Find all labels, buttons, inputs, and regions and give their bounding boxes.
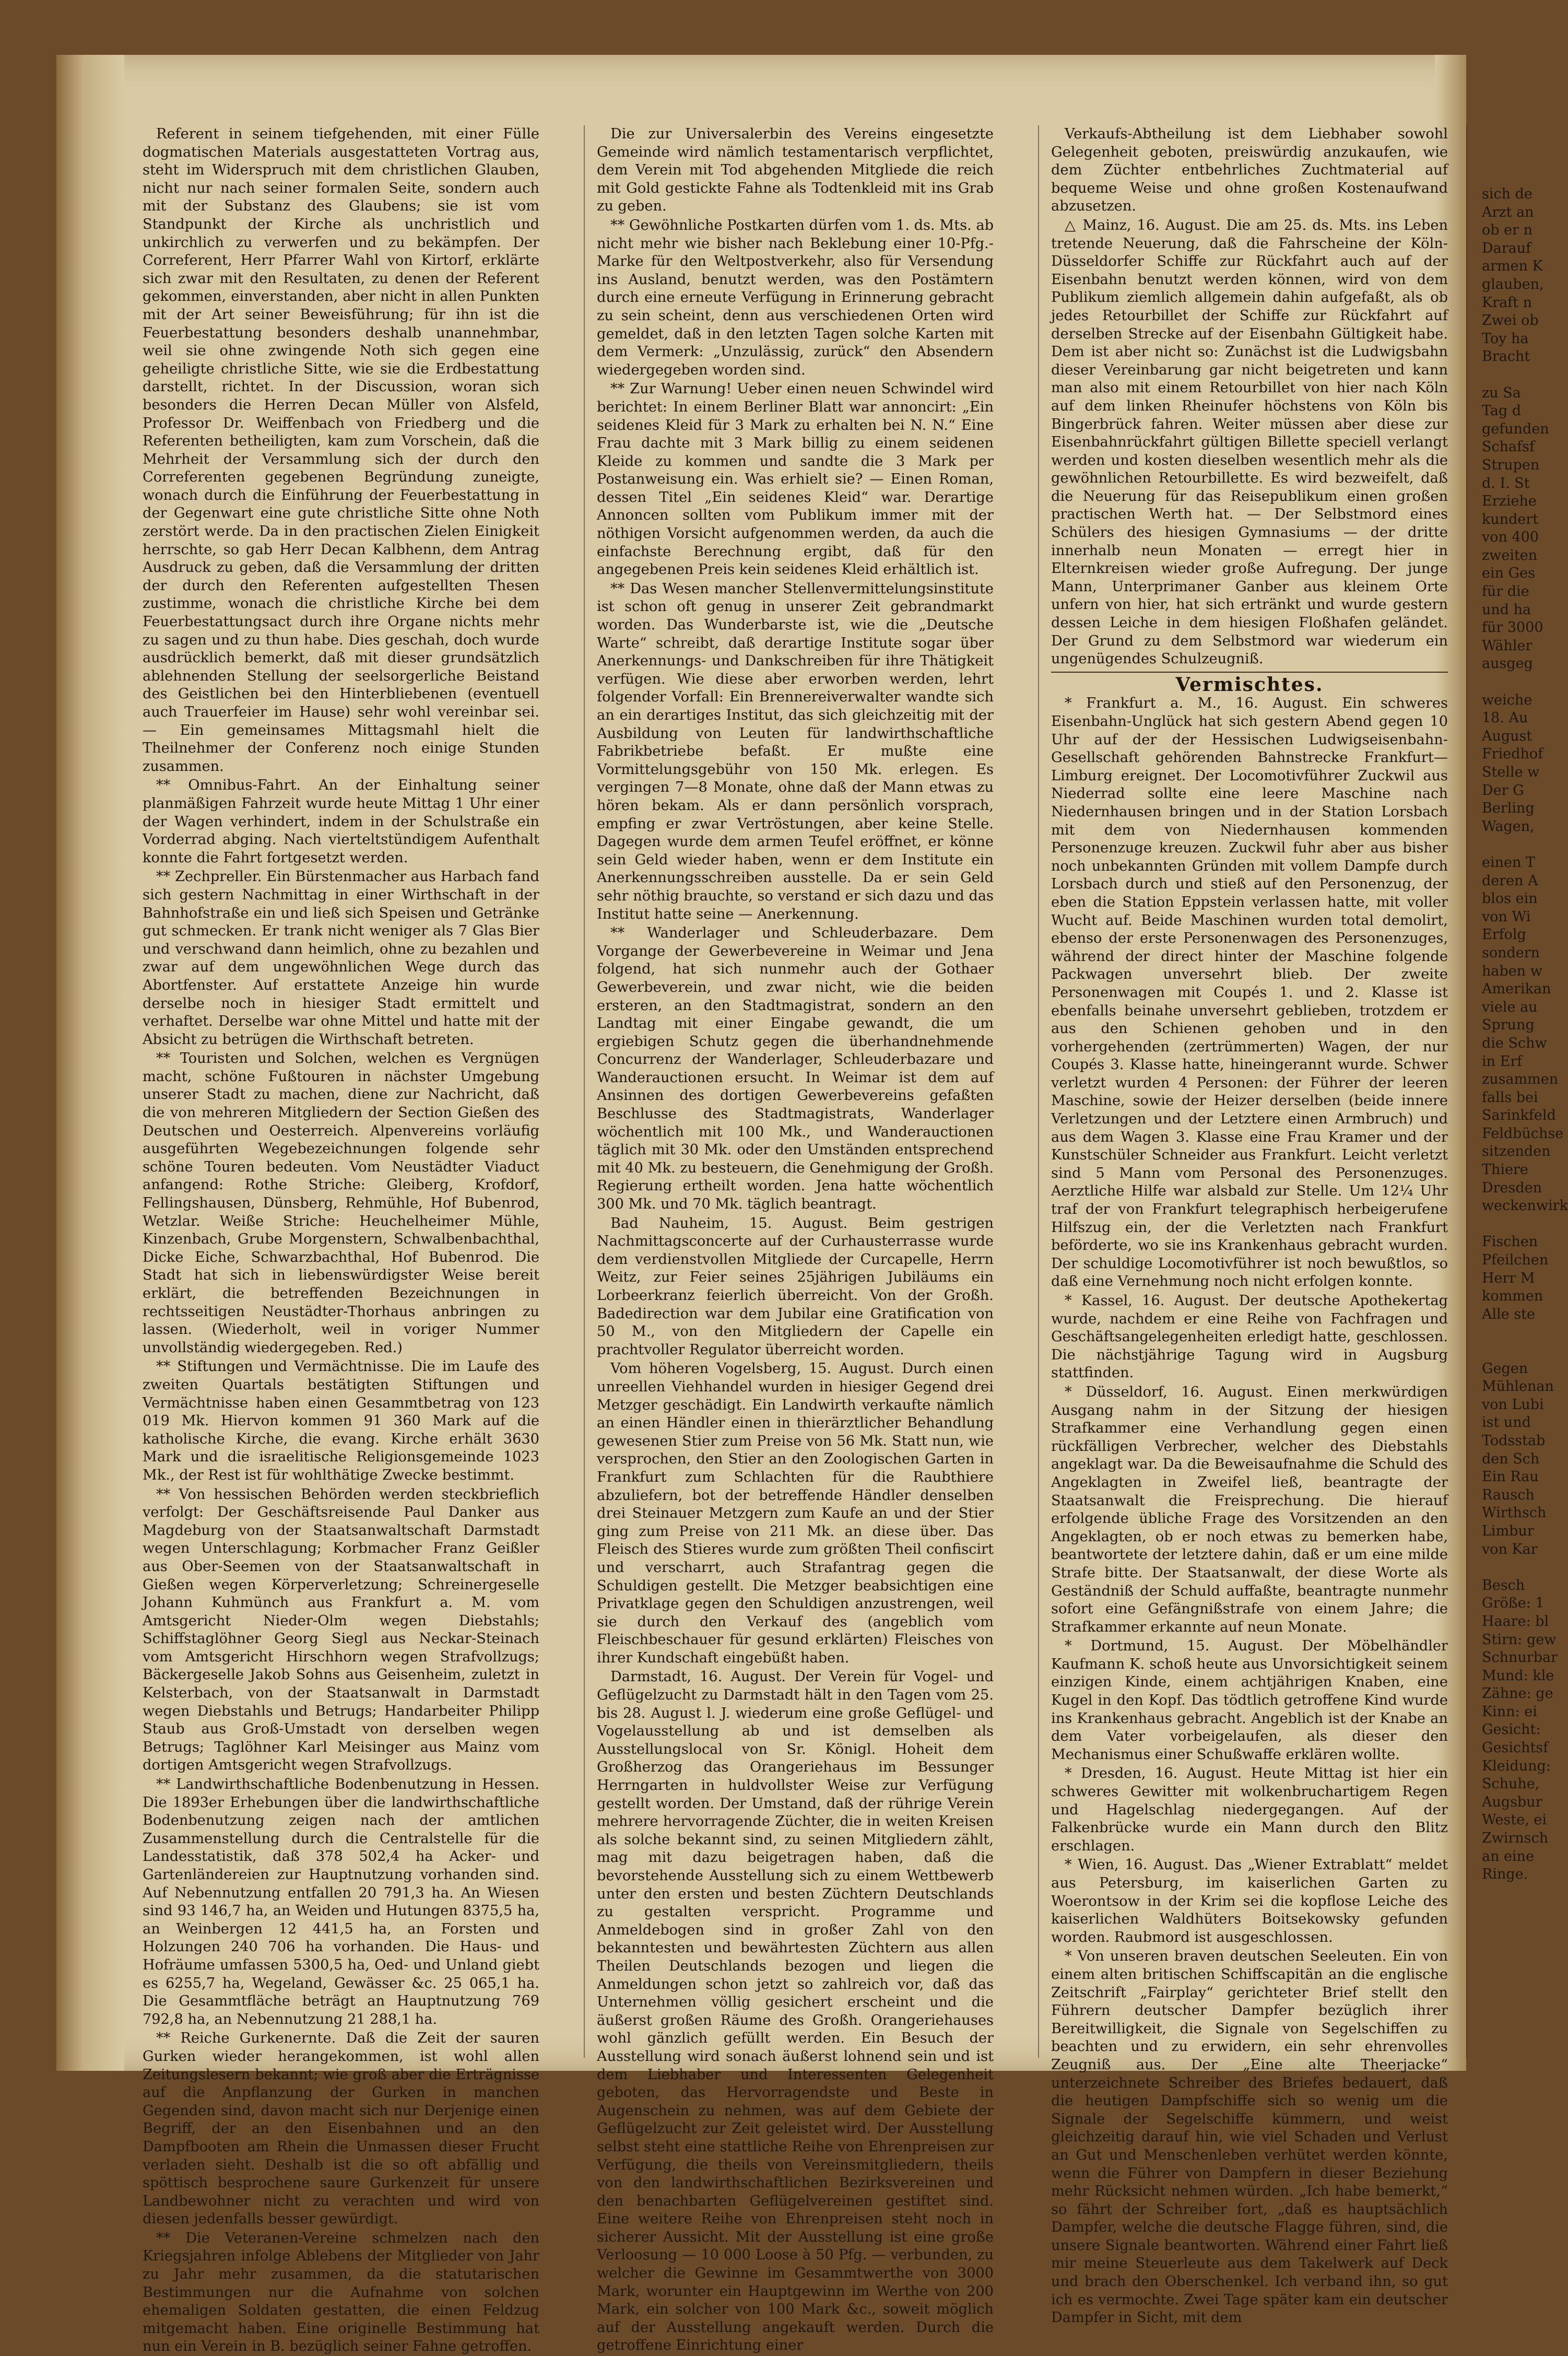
line-fragment [1482, 1558, 1518, 1577]
article-paragraph: Bad Nauheim, 15. August. Beim gestrigen Nachmittagsconcerte auf der Curhausterrasse wurde dem verdienstvollen Mitgliede der Curcapelle, Herrn Weitz, zur Feier seines 25jährigen Jubiläums ein Lorbeerkranz feierlich überreicht. Von der Großh. Badedirection war dem Jubilar eine Gratification von 50 M., von den Mitgliedern der Capelle ein prachtvoller Regulator überreicht worden. [597, 1215, 994, 1358]
line-fragment: Thiere [1482, 1162, 1528, 1178]
line-fragment: Zähne: ge [1482, 1685, 1553, 1702]
article-paragraph: * Dortmund, 15. August. Der Möbelhändler Kaufmann K. schoß heute aus Unvorsichtigkeit seinem einzigen Kinde, einem achtjährigen Knaben, eine Kugel in den Kopf. Das tödtlich getroffene Kind wurde ins Krankenhaus gebracht. Angeblich ist der Knabe an dem Vater vorbeigelaufen, als dieser den Mechanismus einer Schußwaffe erklären wollte. [1051, 1638, 1448, 1763]
line-fragment: sich de [1482, 186, 1532, 202]
line-fragment: Besch [1482, 1577, 1525, 1593]
article-paragraph: ** Omnibus-Fahrt. An der Einhaltung seiner planmäßigen Fahrzeit wurde heute Mittag 1 Uhr einer der Wagen verhindert, indem in der Schulstraße ein Vorderrad abging. Nach vierteltstündigem Aufenthalt konnte die Fahrt fortgesetzt werden. [143, 777, 539, 866]
line-fragment: Schuhe, [1482, 1776, 1540, 1792]
article-paragraph: ** Landwirthschaftliche Bodenbenutzung in Hessen. Die 1893er Erhebungen über die landwirthschaftliche Bodenbenutzung zeigen nach der amtlichen Zusammenstellung durch die Centralstelle für die Landesstatistik, daß 378 502,4 ha Acker- und Gartenländereien zur Hauptnutzung vorhanden sind. Auf Nebennutzung entfallen 20 791,3 ha. An Wiesen sind 93 146,7 ha, an Weiden und Hutungen 8375,5 ha, an Weinbergen 12 441,5 ha, an Forsten und Holzungen 240 706 ha vorhanden. Die Haus- und Hofräume umfassen 5300,5 ha, Oed- und Unland giebt es 6255,7 ha, Wegeland, Gewässer &c. 25 065,1 ha. Die Gesammtfläche beträgt an Hauptnutzung 769 792,8 ha, an Nebennutzung 21 288,1 ha. [143, 1776, 539, 2027]
line-fragment: ein Ges [1482, 565, 1535, 582]
line-fragment: und ha [1482, 601, 1531, 618]
line-fragment: zusammen [1482, 1071, 1559, 1088]
line-fragment: Feldbüchse [1482, 1125, 1564, 1142]
line-fragment: Zwei ob [1482, 312, 1539, 329]
line-fragment [1482, 673, 1518, 691]
article-paragraph: ** Zur Warnung! Ueber einen neuen Schwindel wird berichtet: In einem Berliner Blatt war annoncirt: „Ein seidenes Kleid für 3 Mark zu erhalten bei N. N.“ Eine Frau dachte mit 3 Mark billig zu einem seidenen Kleide zu kommen und sandte die 3 Mark per Postanweisung ein. Was erhielt sie? — Einen Roman, dessen Titel „Ein seidenes Kleid“ war. Derartige Annoncen sollten vom Publikum immer mit der nöthigen Vorsicht aufgenommen werden, da auch die einfachste Berechnung ergibt, daß für den angegebenen Preis kein seidenes Kleid erhältlich ist. [597, 381, 994, 578]
line-fragment: Mühlenan [1482, 1378, 1554, 1395]
line-fragment: ob er n [1482, 222, 1532, 239]
line-fragment: Wagen, [1482, 818, 1535, 835]
line-fragment: Bracht [1482, 348, 1530, 365]
line-fragment: Gesicht: [1482, 1721, 1541, 1738]
line-fragment [1482, 366, 1518, 384]
line-fragment: Todsstab [1482, 1432, 1546, 1449]
line-fragment: Weste, ei [1482, 1812, 1547, 1828]
article-paragraph: * Düsseldorf, 16. August. Einen merkwürdigen Ausgang nahm in der Sitzung der hiesigen Strafkammer eine Verhandlung gegen einen rückfälligen Verbrecher, welcher des Diebstahls angeklagt war. Da die Beweisaufnahme die Schuld des Angeklagten in Zweifel ließ, beantragte der Staatsanwalt die Freisprechung. Die hierauf erfolgende übliche Frage des Vorsitzenden an den Angeklagten, ob er noch etwas zu bemerken habe, beantwortete der letztere dahin, daß er um eine milde Strafe bitte. Der Staatsanwalt, der diese Worte als Geständniß der Schuld auffaßte, beantragte nunmehr sofort eine Gefängnißstrafe von einem Jahre; die Strafkammer erkannte auf neun Monate. [1051, 1384, 1448, 1635]
column-1 [143, 125, 539, 2355]
line-fragment: ausgeg [1482, 655, 1533, 672]
line-fragment: von Wi [1482, 908, 1531, 925]
line-fragment: weiche [1482, 691, 1532, 708]
article-paragraph: ** Reiche Gurkenernte. Daß die Zeit der sauren Gurken wieder herangekommen, ist wohl allen Zeitungslesern bekannt; wie groß aber die Erträgnisse auf die Anpflanzung der Gurken in manchen Gegenden sind, davon macht sich nur Derjenige einen Begriff, der an den Eisenbahnen und an den Dampfbooten am Rhein die Unmassen dieser Frucht verladen sieht. Deshalb ist die so oft abfällig und spöttisch besprochene saure Gurkenzeit für unsere Landbewohner nicht zu verachten und wird von diesen jedenfalls besser gewürdigt. [143, 2030, 539, 2228]
line-fragment: den Sch [1482, 1450, 1540, 1467]
line-fragment: Fischen [1482, 1234, 1538, 1250]
line-fragment: Kraft n [1482, 294, 1532, 311]
line-fragment: Größe: 1 [1482, 1595, 1545, 1612]
article-paragraph: Vom höheren Vogelsberg, 15. August. Durch einen unreellen Viehhandel wurden in hiesiger Gegend drei Metzger geschädigt. Ein Landwirth verkaufte nämlich an einen Händler einen in thierärztlicher Behandlung gewesenen Stier zum Preise von 56 Mk. Statt nun, wie versprochen, den Stier an den Zoologischen Garten in Frankfurt zum Schlachten für die Raubthiere abzuliefern, bot der betreffende Händler denselben drei Steinauer Metzgern zum Kaufe an und der Stier ging zum Preise von 211 Mk. an diese über. Das Fleisch des Stieres wurde zum größten Theil confiscirt und verscharrt, auch Strafantrag gegen die Schuldigen gestellt. Die Metzger beabsichtigen eine Privatklage gegen den Schuldigen anzustrengen, weil sie durch den Verkauf des (angeblich vom Fleischbeschauer für gesund erklärten) Fleisches von ihrer Kundschaft eingebüßt haben. [597, 1361, 994, 1666]
line-fragment: Haare: bl [1482, 1613, 1549, 1630]
line-fragment: Wähler [1482, 637, 1532, 654]
line-fragment: zu Sa [1482, 384, 1521, 401]
article-paragraph: ** Zechpreller. Ein Bürstenmacher aus Harbach fand sich gestern Nachmittag in einer Wirthschaft in der Bahnhofstraße ein und ließ sich Speisen und Getränke gut schmecken. Er trank nicht weniger als 7 Glas Bier und verschwand dann heimlich, ohne zu bezahlen und zwar auf dem ungewöhnlichen Wege durch das Abortfenster. Auf erstattete Anzeige hin wurde derselbe noch in hiesiger Stadt ermittelt und verhaftet. Derselbe war ohne Mittel und hatte mit der Absicht zu betrügen die Wirthschaft betreten. [143, 869, 539, 1048]
section-divider [1051, 672, 1448, 673]
column-rule [1038, 125, 1039, 2058]
column-3 [1051, 125, 1448, 2326]
article-paragraph: * Wien, 16. August. Das „Wiener Extrablatt“ meldet aus Petersburg, im kaiserlichen Garten zu Woerontsow in der Krim sei die kopflose Leiche des kaiserlichen Waldhüters Boitsekowsky gefunden worden. Raubmord ist ausgeschlossen. [1051, 1857, 1448, 1945]
line-fragment: Stelle w [1482, 764, 1540, 780]
line-fragment: armen K [1482, 258, 1543, 275]
line-fragment: Alle ste [1482, 1306, 1536, 1322]
section-heading: Vermischtes. [1175, 673, 1324, 696]
line-fragment: haben w [1482, 963, 1542, 979]
line-fragment: d. I. St [1482, 475, 1530, 491]
article-paragraph: Darmstadt, 16. August. Der Verein für Vogel- und Geflügelzucht zu Darmstadt hält in den Tagen vom 25. bis 28. August l. J. wiederum eine große Geflügel- und Vogelausstellung ab und ist demselben als Ausstellungslocal von Sr. Königl. Hoheit dem Großherzog das Orangeriehaus im Bessunger Herrngarten in huldvollster Weise zur Verfügung gestellt worden. Der Umstand, daß der rührige Verein mehrere hervorragende Züchter, die in weiten Kreisen als solche bekannt sind, zu seinen Mitgliedern zählt, mag mit dazu beigetragen haben, daß die bevorstehende Ausstellung sich zu einem Wettbewerb unter den ersten und besten Züchtern Deutschlands zu gestalten verspricht. Programme und Anmeldebogen sind in großer Zahl von den bekanntesten und bewährtesten Züchtern aus allen Theilen Deutschlands bezogen und liegen die Anmeldungen schon jetzt so zahlreich vor, daß das Unternehmen völlig gesichert erscheint und die äußerst großen Räume des Großh. Orangeriehauses wohl gänzlich gefüllt werden. Ein Besuch der Ausstellung wird sonach äußerst lohnend sein und ist dem Liebhaber und Interessenten Gelegenheit geboten, das Hervorragendste und Beste in Augenschein zu nehmen, was auf dem Gebiete der Geflügelzucht zur Zeit geleistet wird. Der Ausstellung selbst steht eine stattliche Reihe von Ehrenpreisen zur Verfügung, die theils von Vereinsmitgliedern, theils von den landwirthschaftlichen Bezirksvereinen und den benachbarten Geflügelvereinen gestiftet sind. Eine weitere Reihe von Ehrenpreisen steht noch in sicherer Aussicht. Mit der Ausstellung ist eine große Verloosung — 10 000 Loose à 50 Pfg. — verbunden, zu welcher die Gewinne im Gesammtwerthe von 3000 Mark, worunter ein Hauptgewinn im Werthe von 200 Mark, ein solcher von 100 Mark &c., soweit möglich auf der Ausstellung angekauft werden. Durch die getroffene Einrichtung einer [597, 1669, 994, 2354]
line-fragment: August [1482, 728, 1532, 744]
article-paragraph: ** Von hessischen Behörden werden steckbrieflich verfolgt: Der Geschäftsreisende Paul Danker aus Magdeburg von der Staatsanwaltschaft Darmstadt wegen Unterschlagung; Korbmacher Franz Geißler aus Ober-Seemen von der Staatsanwaltschaft in Gießen wegen Körperverletzung; Schreinergeselle Johann Kuhmünch aus Frankfurt a. M. vom Amtsgericht Nieder-Olm wegen Diebstahls; Schiffstaglöhner Georg Siegl aus Neckar-Steinach vom Amtsgericht Hirschhorn wegen Strafvollzugs; Bäckergeselle Jakob Sohns aus Geisenheim, zuletzt in Kelsterbach, von der Staatsanwalt in Darmstadt wegen Diebstahls und Betrugs; Handarbeiter Philipp Staub aus Groß-Umstadt von derselben wegen Betrugs; Taglöhner Karl Meisinger aus Mainz vom dortigen Amtsgericht wegen Strafvollzugs. [143, 1486, 539, 1774]
line-fragment: Tag d [1482, 403, 1522, 419]
line-fragment: Schnurbar [1482, 1649, 1558, 1666]
line-fragment [1482, 1323, 1518, 1342]
line-fragment: Erziehe [1482, 493, 1537, 510]
line-fragment: von Lubi [1482, 1396, 1544, 1413]
line-fragment: Friedhof [1482, 746, 1543, 763]
article-paragraph: ** Touristen und Solchen, welchen es Vergnügen macht, schöne Fußtouren in nächster Umgebung unserer Stadt zu machen, diene zur Nachricht, daß die von mehreren Mitgliedern der Section Gießen des Deutschen und Oesterreich. Alpenvereins vorläufig ausgeführten Wegebezeichnungen folgende sehr schöne Touren bedeuten. Vom Neustädter Viaduct anfangend: Rothe Striche: Gleiberg, Krofdorf, Fellingshausen, Dünsberg, Rehmühle, Hof Bubenrod, Wetzlar. Weiße Striche: Heuchelheimer Mühle, Kinzenbach, Grube Morgenstern, Schwalbenbachthal, Dicke Eiche, Schwarzbachthal, Hof Bubenrod. Die Stadt hat sich in liebenswürdigster Weise bereit erklärt, die betreffenden Bezeichnungen in rechtsseitigen Neustädter-Thorhaus anbringen zu lassen. (Wiederholt, weil in voriger Nummer unvollständig wiedergegeben. Red.) [143, 1050, 539, 1356]
line-fragment: Augsbur [1482, 1794, 1542, 1810]
line-fragment: deren A [1482, 872, 1538, 889]
newspaper-page [56, 55, 1568, 2355]
line-fragment: Limbur [1482, 1522, 1534, 1539]
line-fragment: Der G [1482, 782, 1524, 799]
line-fragment: Toy ha [1482, 330, 1529, 347]
line-fragment: zweiten [1482, 547, 1538, 564]
line-fragment: Darauf [1482, 240, 1531, 256]
line-fragment: blos ein [1482, 890, 1538, 907]
line-fragment: Arzt an [1482, 204, 1534, 220]
line-fragment [1482, 1342, 1518, 1360]
line-fragment: Sarinkfeld [1482, 1107, 1556, 1124]
line-fragment: einen T [1482, 854, 1535, 871]
article-paragraph: △ Mainz, 16. August. Die am 25. ds. Mts. ins Leben tretende Neuerung, daß die Fahrscheine der Köln-Düsseldorfer Schiffe zur Rückfahrt auch auf der Eisenbahn benutzt werden können, wird von dem Publikum ziemlich allgemein dahin aufgefaßt, als ob jedes Retourbillet der Schiffe zur Rückfahrt auf derselben Strecke auf der Eisenbahn Gültigkeit habe. Dem ist aber nicht so: Zunächst ist die Ludwigsbahn dieser Vereinbarung gar nicht beigetreten und kann man also mit einem Retourbillet von hier nach Köln auf dem linken Rheinufer höchstens von Köln bis Bingerbrück fahren. Weiter müssen aber diese zur Eisenbahnrückfahrt gültigen Billette speciell verlangt werden und kosten dieselben wesentlich mehr als die gewöhnlichen Retourbillette. Es wird bezweifelt, daß die Neuerung für das Reisepublikum einen großen practischen Werth hat. — Der Selbstmord eines Schülers des hiesigen Gymnasiums — der dritte innerhalb neun Monaten — erregt hier in Elternkreisen wieder große Aufregung. Der junge Mann, Unterprimaner Ganber aus kleinem Orte unfern von hier, hat sich ertränkt und wurde gestern dessen Leiche in dem hiesigen Floßhafen geländet. Der Grund zu dem Selbstmord war wiederum ein ungenügendes Schulzeugniß. [1051, 217, 1448, 667]
line-fragment: Erfolg [1482, 927, 1526, 943]
line-fragment: für 3000 [1482, 619, 1543, 636]
line-fragment: gefunden [1482, 420, 1549, 437]
article-paragraph: * Frankfurt a. M., 16. August. Ein schweres Eisenbahn-Unglück hat sich gestern Abend gegen 10 Uhr auf der der Hessischen Ludwigseisenbahn-Gesellschaft gehörenden Bahnstrecke Frankfurt—Limburg ereignet. Der Locomotivführer Zuckwil aus Niederrad sollte eine leere Maschine nach Niedernhausen bringen und in der Station Lorsbach mit dem von Niedernhausen kommenden Personenzuge kreuzen. Zuckwil fuhr aber aus bisher noch unbekannten Gründen mit vollem Dampfe durch Lorsbach durch und stieß auf den Personenzug, der eben die Station Eppstein verlassen hatte, mit voller Wucht auf. Beide Maschinen wurden total demolirt, ebenso der erste Personenwagen des Personenzuges, während der direct hinter der Maschine folgende Packwagen unversehrt blieb. Der zweite Personenwagen mit Coupés 1. und 2. Klasse ist ebenfalls beinahe unversehrt geblieben, trotzdem er aus den Schienen gehoben und in den vorhergehenden (zertrümmerten) Wagen, der nur Coupés 3. Klasse hatte, hineingerannt wurde. Schwer verletzt wurden 4 Personen: der Führer der leeren Maschine, sowie der Heizer derselben (beide innere Verletzungen und der Letztere einen Armbruch) und aus dem Wagen 3. Klasse eine Frau Kramer und der Kunstschüler Schneider aus Frankfurt. Leicht verletzt sind 5 Mann vom Personal des Personenzuges. Aerztliche Hilfe war alsbald zur Stelle. Um 12¼ Uhr traf der von Frankfurt telegraphisch herbeigerufene Hilfszug ein, der die Verletzten nach Frankfurt beförderte, wo sie ins Krankenhaus gebracht wurden. Der schuldige Locomotivführer ist noch bewußtlos, so daß eine Vernehmung noch nicht erfolgen konnte. [1051, 695, 1448, 1290]
line-fragment: die Schw [1482, 1035, 1547, 1051]
column-2 [597, 125, 994, 2354]
article-paragraph: ** Die Veteranen-Vereine schmelzen nach den Kriegsjahren infolge Ablebens der Mitglieder von Jahr zu Jahr mehr zusammen, da die statutarischen Bestimmungen nur die Aufnahme von solchen ehemaligen Soldaten gestatten, die einen Feldzug mitgemacht haben. Eine originelle Bestimmung hat nun ein Verein in B. bezüglich seiner Fahne getroffen. [143, 2230, 539, 2355]
article-paragraph: Verkaufs-Abtheilung ist dem Liebhaber sowohl Gelegenheit geboten, preiswürdig anzukaufen, wie dem Züchter entbehrliches Zuchtmaterial auf bequeme Weise und ohne großen Kostenaufwand abzusetzen. [1051, 126, 1448, 215]
line-fragment: Kleidung: [1482, 1757, 1551, 1774]
line-fragment [1482, 1215, 1518, 1234]
line-fragment: ist und [1482, 1414, 1531, 1431]
article-paragraph: Referent in seinem tiefgehenden, mit einer Fülle dogmatischen Materials ausgestatteten Vortrag aus, steht im Widerspruch mit dem christlichen Glauben, nicht nur nach seiner formalen Seite, sondern auch mit der Substanz des Glaubens; sie ist vom Standpunkt der Kirche als unchristlich und unkirchlich zu verwerfen und zu bekämpfen. Der Correferent, Herr Pfarrer Wahl von Kirtorf, erklärte sich zwar mit den Resultaten, zu denen der Referent gekommen, einverstanden, aber nicht in allen Punkten mit der Art seiner Beweisführung; für ihn ist die Feuerbestattung besonders deshalb unannehmbar, weil sie ohne zwingende Noth sich gegen eine geheiligte christliche Sitte, wie sie die Erdbestattung darstellt, richtet. In der Discussion, woran sich besonders die Herren Decan Müller von Alsfeld, Professor Dr. Weiffenbach von Friedberg und die Referenten betheiligten, kam zum Vorschein, daß die Mehrheit der Versammlung sich der durch den Correferenten gegebenen Begründung zuneigte, wonach durch die Einführung der Feuerbestattung in der Gegenwart eine gute christliche Sitte ohne Noth zerstört werde. Da in den practischen Zielen Einigkeit herrschte, so gab Herr Decan Kalbhenn, dem Antrag Ausdruck zu geben, daß die Versammlung der dritten der durch den Referenten aufgestellten Thesen zustimme, wonach die christliche Kirche bei dem Feuerbestattungsact durch ihre Organe nichts mehr zu sagen und zu thun habe. Dies geschah, doch wurde ausdrücklich bemerkt, daß mit dieser grundsätzlich ablehnenden Stellung der seelsorgerliche Beistand des Geistlichen bei den Hinterbliebenen (eventuell auch Trauerfeier im Hause) sehr wohl vereinbar sei. — Ein gemeinsames Mittagsmahl hielt die Theilnehmer der Conferenz noch einige Stunden zusammen. [143, 126, 539, 775]
line-fragment: Ringe. [1482, 1866, 1528, 1883]
line-fragment: sitzenden [1482, 1143, 1551, 1160]
line-fragment: weckenwirk [1482, 1198, 1568, 1214]
line-fragment: für die [1482, 583, 1529, 600]
line-fragment: sondern [1482, 944, 1540, 961]
line-fragment: Gegen [1482, 1360, 1528, 1377]
line-fragment: Strupen [1482, 456, 1540, 473]
line-fragment: Wirthsch [1482, 1505, 1547, 1521]
line-fragment: glauben, [1482, 276, 1544, 292]
article-paragraph: * Kassel, 16. August. Der deutsche Apothekertag wurde, nachdem er eine Reihe von Fachfragen und Geschäftsangelegenheiten erledigt hatte, geschlossen. Die nächstjährige Tagung wird in Augsburg stattfinden. [1051, 1293, 1448, 1381]
line-fragment: Berling [1482, 800, 1535, 817]
line-fragment: kommen [1482, 1288, 1543, 1305]
article-paragraph: ** Wanderlager und Schleuderbazare. Dem Vorgange der Gewerbevereine in Weimar und Jena folgend, hat sich nunmehr auch der Gothaer Gewerbeverein, und zwar nicht, wie die beiden ersteren, an den Stadtmagistrat, sondern an den Landtag mit einer Eingabe gewandt, die um ergiebigen Schutz gegen die überhandnehmende Concurrenz der Wanderlager, Schleuderbazare und Wanderauctionen ersucht. In Weimar ist dem auf Ansinnen des dortigen Gewerbevereins gefaßten Beschlusse des Stadtmagistrats, Wanderlager wöchentlich mit 100 Mk., und Wanderauctionen täglich mit 30 Mk. oder den Umständen entsprechend mit 40 Mk. zu besteuern, die Genehmigung der Großh. Regierung ertheilt worden. Jena hatte wöchentlich 300 Mk. und 70 Mk. täglich beantragt. [597, 925, 994, 1213]
column-rule [584, 125, 585, 2058]
line-fragment: Kinn: ei [1482, 1703, 1537, 1720]
line-fragment: Sprung [1482, 1017, 1535, 1034]
line-fragment [1482, 836, 1518, 854]
article-paragraph: Die zur Universalerbin des Vereins eingesetzte Gemeinde wird nämlich testamentarisch verpflichtet, dem Verein mit Tod abgehenden Mitgliede die reich mit Gold gestickte Fahne als Todtenkleid mit ins Grab zu geben. [597, 126, 994, 215]
line-fragment: falls bei [1482, 1089, 1538, 1106]
line-fragment: Pfeilchen [1482, 1252, 1549, 1269]
line-fragment: von Kar [1482, 1541, 1538, 1557]
line-fragment: Mund: kle [1482, 1667, 1554, 1684]
column-4-fragments [1482, 185, 1568, 2013]
column-rule [1466, 125, 1467, 2058]
article-paragraph: ** Das Wesen mancher Stellenvermittelungsinstitute ist schon oft genug in unserer Zeit gebrandmarkt worden. Das Wunderbarste ist, wie die „Deutsche Warte“ schreibt, daß derartige Institute sogar über Anerkennungs- und Dankschreiben für ihre Thätigkeit verfügen. Wie diese aber erworben werden, lehrt folgender Vorfall: Ein Brennereiverwalter wandte sich an ein derartiges Institut, das sich gleichzeitig mit der Ausbildung von Leuten für landwirthschaftliche Fabrikbetriebe befaßt. Er mußte eine Vormittelungsgebühr von 150 Mk. erlegen. Es vergingen 7—8 Monate, ohne daß der Mann etwas zu hören bekam. Als er dann persönlich vorsprach, empfing er zwar Vertröstungen, aber keine Stelle. Dagegen wurde dem armen Teufel eröffnet, er könne sein Geld wieder haben, wenn er dem Institute ein Anerkennungsschreiben ausstelle. Da er sein Geld sehr nöthig brauchte, so verstand er sich dazu und das Institut hatte seine — Anerkennung. [597, 580, 994, 922]
line-fragment: von 400 [1482, 529, 1539, 546]
line-fragment: Gesichtsf [1482, 1740, 1549, 1756]
line-fragment: Herr M [1482, 1270, 1535, 1286]
line-fragment: Zwirnsch [1482, 1830, 1549, 1847]
article-paragraph: ** Gewöhnliche Postkarten dürfen vom 1. ds. Mts. ab nicht mehr wie bisher nach Beklebung einer 10-Pfg.-Marke für den Weltpostverkehr, also für Versendung ins Ausland, benutzt werden, was den Postämtern durch eine erneute Verfügung in Erinnerung gebracht zu sein scheint, denn aus verschiedenen Orten wird gemeldet, daß in den letzten Tagen solche Karten mit dem Vermerk: „Unzulässig, zurück“ den Absendern wiedergegeben worden sind. [597, 217, 994, 378]
article-paragraph: * Dresden, 16. August. Heute Mittag ist hier ein schweres Gewitter mit wolkenbruchartigem Regen und Hagelschlag niedergegangen. Auf der Falkenbrücke wurde ein Mann durch den Blitz erschlagen. [1051, 1765, 1448, 1854]
line-fragment: viele au [1482, 999, 1538, 1015]
binding-gutter [56, 55, 124, 2071]
line-fragment: Schafsf [1482, 439, 1535, 455]
line-fragment: Dresden [1482, 1179, 1542, 1196]
line-fragment: 18. Au [1482, 710, 1528, 726]
line-fragment: Amerikan [1482, 981, 1551, 998]
line-fragment: Stirn: gew [1482, 1631, 1557, 1648]
line-fragment: Rausch [1482, 1486, 1535, 1503]
article-paragraph: * Von unseren braven deutschen Seeleuten. Ein von einem alten britischen Schiffscapitän an die englische Zeitschrift „Fairplay“ gerichteter Brief stellt den Führern deutscher Dampfer bezüglich ihrer Bereitwilligkeit, die Signale von Segelschiffen zu beachten und zu erwidern, ein sehr ehrenvolles Zeugniß aus. Der „Eine alte Theerjacke“ unterzeichnete Schreiber des Briefes bedauert, daß die heutigen Dampfschiffe sich so wenig um die Signale der Segelschiffe kümmern, und weist gleichzeitig darauf hin, wie viel Schaden und Verlust an Gut und Menschenleben verhütet werden könnte, wenn die Führer von Dampfern in dieser Beziehung mehr Rücksicht nehmen würden. „Ich habe bemerkt,“ so fährt der Schreiber fort, „daß es hauptsächlich Dampfer, welche die deutsche Flagge führen, sind, die unsere Signale beantworten. Während einer Fahrt ließ mir meine Steuerleute aus dem Takelwerk auf Deck und brach den Oberschenkel. Ich verband ihn, so gut ich es vermochte. Zwei Tage später kam ein deutscher Dampfer in Sicht, mit dem [1051, 1948, 1448, 2326]
line-fragment: an eine [1482, 1848, 1535, 1865]
line-fragment: kundert [1482, 511, 1539, 528]
line-fragment: in Erf [1482, 1053, 1523, 1070]
line-fragment: Ein Rau [1482, 1469, 1539, 1485]
article-paragraph: ** Stiftungen und Vermächtnisse. Die im Laufe des zweiten Quartals bestätigten Stiftungen und Vermächtnisse haben einen Gesammtbetrag von 123 019 Mk. Hiervon kommen 91 360 Mark auf die katholische Kirche, die evang. Kirche erhält 3630 Mark und die israelitische Religionsgemeinde 1023 Mk., der Rest ist für wohlthätige Zwecke bestimmt. [143, 1358, 539, 1483]
